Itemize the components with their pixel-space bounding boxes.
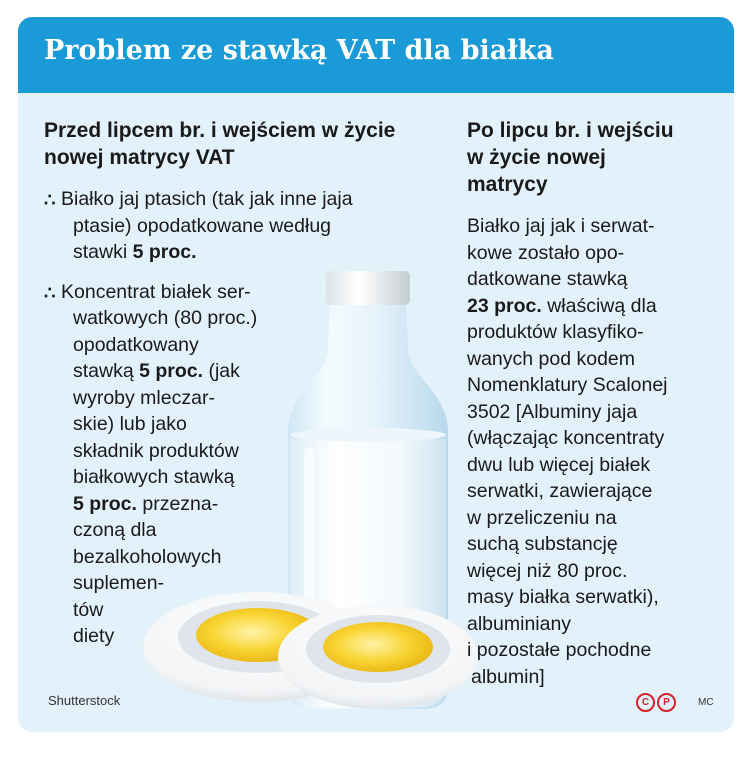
copyright-c-icon: C — [636, 693, 655, 712]
column-after-heading: Po lipcu br. i wejściu w życie nowej matrycy — [467, 119, 674, 196]
copyright-logo — [636, 693, 676, 712]
rate-5-proc: 5 proc. — [132, 241, 197, 263]
rate-5-proc: 5 proc. — [73, 492, 137, 515]
bullet-dots-icon: ∴ — [44, 190, 56, 210]
column-before-heading: Przed lipcem br. i wejściem w życie nowej matrycy VAT — [44, 119, 396, 169]
rate-5-proc: 5 proc. — [139, 360, 204, 382]
column-before — [44, 117, 444, 650]
author-initials: MC — [698, 697, 714, 708]
column-after — [467, 117, 722, 690]
bullet-dots-icon: ∴ — [44, 282, 56, 303]
column-after-body: Białko jaj jak i serwat- kowe zostało opo- datkowane stawką 23 proc. właściwą dla produktów klasyfiko- wanych pod kodem Nomenklatury Scalonej 3502 [Albuminy jaja (włączając koncentraty dwu lub więcej białek serwatki, zawierające w przeliczeniu na suchą substancję więcej niż 80 proc. masy białka serwatki), albuminiany i pozostałe pochodne albumin] — [467, 215, 668, 688]
copyright-p-icon: P — [657, 693, 676, 712]
bullet-whey-concentrate: ∴ Koncentrat białek ser- watkowych (80 proc.) opodatkowany stawką 5 proc. (jak wyroby mleczar- skie) lub jako składnik produktów białkowych stawką 5 proc. przezna- czoną dla bezalkoholowych suplemen- tów diety — [44, 280, 258, 647]
rate-23-proc: 23 proc. — [467, 294, 542, 317]
page-title: Problem ze stawką VAT dla białka — [44, 35, 554, 66]
bullet-egg-protein: ∴ Białko jaj ptasich (tak jak inne jaja ptasie) opodatkowane według stawki 5 proc. — [44, 188, 353, 263]
infographic-card — [18, 17, 734, 732]
photo-credit: Shutterstock — [48, 693, 121, 708]
header-bar — [18, 17, 734, 93]
